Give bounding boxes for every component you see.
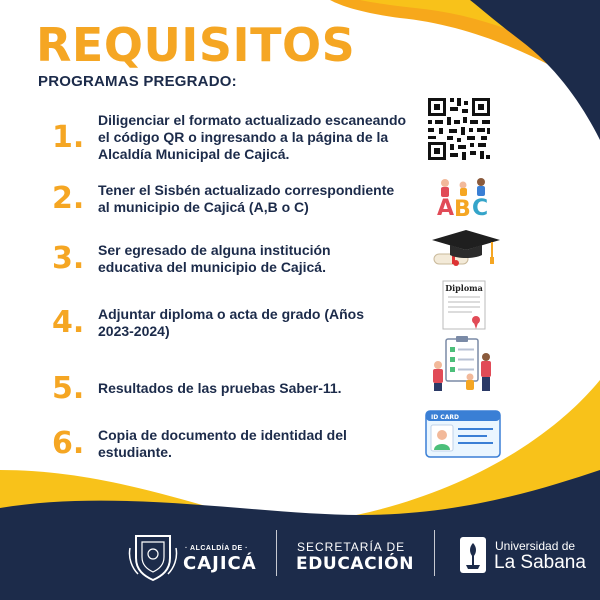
cajica-shield-icon: [128, 530, 178, 582]
step-text: Ser egresado de alguna institución educativa del municipio de Cajicá.: [98, 241, 331, 275]
abc-kids-icon: [435, 177, 493, 219]
step-text: Adjuntar diploma o acta de grado (Años 2023-2024): [98, 305, 365, 339]
step-number: 2.: [52, 181, 85, 216]
list-item: [52, 112, 422, 163]
list-item: [52, 305, 422, 340]
educacion-label: EDUCACIÓN: [296, 554, 415, 574]
diploma-icon: [442, 280, 486, 330]
list-item: [52, 241, 422, 276]
step-number: 3.: [52, 241, 85, 276]
secretaria-label: SECRETARÍA DE: [297, 540, 406, 554]
footer-divider: [434, 530, 435, 576]
id-card-icon: [425, 410, 501, 458]
cajica-small-label: · ALCALDÍA DE ·: [185, 545, 248, 552]
step-number: 6.: [52, 426, 85, 461]
svg-text:A: A: [437, 196, 455, 219]
step-text: Copia de documento de identidad del estudiante.: [98, 426, 347, 460]
qr-code-icon: [425, 95, 493, 163]
checklist-icon: [430, 335, 496, 393]
page-subtitle: PROGRAMAS PREGRADO:: [38, 73, 237, 90]
svg-text:B: B: [454, 197, 471, 219]
idcard-label: ID CARD: [431, 414, 459, 421]
step-number: 4.: [52, 305, 85, 340]
list-item: [52, 371, 422, 406]
step-text: Resultados de las pruebas Saber-11.: [98, 380, 342, 396]
step-text: Tener el Sisbén actualizado correspondiente al municipio de Cajicá (A,B o C): [98, 181, 395, 215]
step-number: 1.: [52, 120, 85, 155]
la-sabana-emblem-icon: [458, 535, 488, 575]
sabana-label-line2: La Sabana: [494, 552, 586, 573]
sabana-label-line1: Universidad de: [495, 539, 576, 553]
step-number: 5.: [52, 371, 85, 406]
graduation-cap-icon: [430, 228, 502, 272]
cajica-logo-text: CAJICÁ: [183, 553, 257, 574]
footer-divider: [276, 530, 277, 576]
diploma-label: Diploma: [445, 283, 483, 293]
list-item: [52, 181, 422, 216]
svg-text:C: C: [472, 196, 489, 219]
list-item: [52, 426, 422, 461]
page-title: REQUISITOS: [36, 18, 356, 72]
step-text: Diligenciar el formato actualizado escaneando el código QR o ingresando a la página de la Alcaldía Municipal de Cajicá.: [98, 112, 407, 162]
